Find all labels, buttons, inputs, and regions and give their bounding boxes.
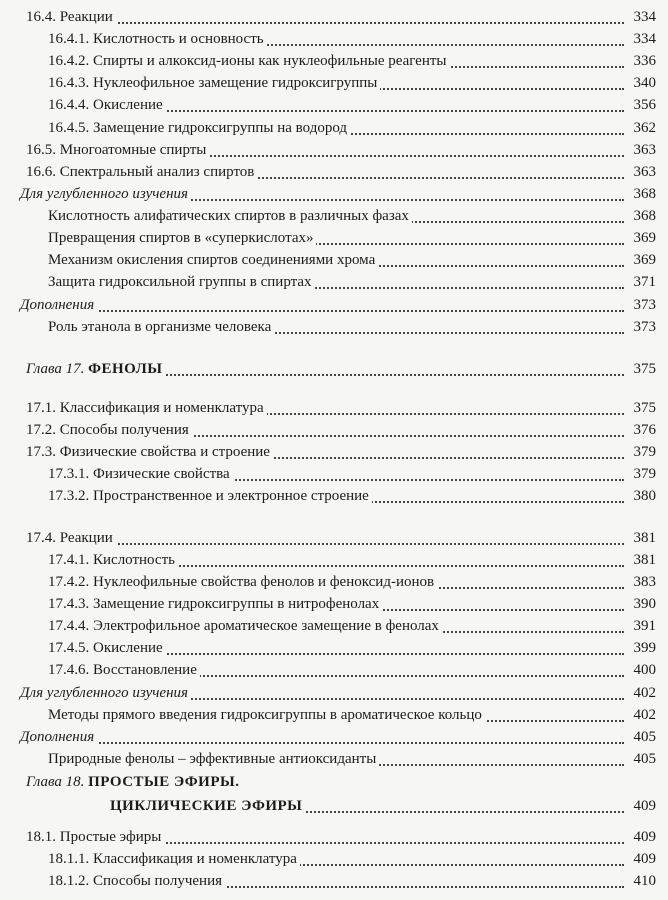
chapter-title: ФЕНОЛЫ [88,361,163,377]
toc-entry[interactable] [0,726,668,748]
toc-entry[interactable] [0,117,668,139]
toc-entry[interactable] [0,795,668,817]
toc-entry[interactable] [0,271,668,293]
page-number: 369 [624,249,656,271]
toc-entry[interactable] [0,72,668,94]
toc-entry[interactable] [0,419,668,441]
page-number: 363 [624,161,656,183]
toc-entry-title: 18.1.2. Способы получения [48,870,225,892]
toc-entry[interactable] [0,615,668,637]
toc-entry-title: 16.4.2. Спирты и алкоксид-ионы как нуклеофильные реагенты [48,50,450,72]
section-group-heading: Дополнения [20,294,97,316]
chapter-heading [110,795,305,817]
page-number: 381 [624,527,656,549]
toc-entry-title: Роль этанола в организме человека [48,316,274,338]
chapter-heading [26,358,166,380]
page-number: 402 [624,704,656,726]
toc-entry-title: 16.5. Многоатомные спирты [26,139,209,161]
toc-entry-title: Защита гидроксильной группы в спиртах [48,271,315,293]
toc-entry[interactable] [0,50,668,72]
toc-entry-title: 17.1. Классификация и номенклатура [26,397,267,419]
toc-entry-title: 17.4.6. Восстановление [48,659,200,681]
toc-entry-title: 17.4.5. Окисление [48,637,166,659]
toc-entry-title: Кислотность алифатических спиртов в различных фазах [48,205,412,227]
toc-entry-title: 17.4.4. Электрофильное ароматическое замещение в фенолах [48,615,442,637]
toc-entry-title: 16.4.1. Кислотность и основность [48,28,267,50]
toc-entry[interactable] [0,826,668,848]
toc-entry[interactable] [0,549,668,571]
chapter-number: Глава 18. [26,774,85,790]
page-number: 371 [624,271,656,293]
toc-entry-title: Методы прямого введения гидроксигруппы в ароматическое кольцо [48,704,485,726]
toc-entry[interactable] [0,748,668,770]
toc-entry-title: 17.2. Способы получения [26,419,192,441]
page-number: 409 [624,795,656,817]
page-number: 405 [624,726,656,748]
toc-entry-title: 17.4. Реакции [26,527,116,549]
toc-entry[interactable] [0,659,668,681]
toc-entry[interactable] [0,485,668,507]
section-group-heading: Для углубленного изучения [20,183,191,205]
toc-entry[interactable] [0,94,668,116]
toc-entry-title: 17.3.2. Пространственное и электронное строение [48,485,372,507]
toc-entry[interactable] [0,771,668,793]
toc-entry[interactable] [0,397,668,419]
toc-entry[interactable] [0,463,668,485]
page-number: 369 [624,227,656,249]
toc-entry-title: 16.4.4. Окисление [48,94,166,116]
page-number: 383 [624,571,656,593]
toc-entry[interactable] [0,527,668,549]
toc-entry[interactable] [0,571,668,593]
page-number: 356 [624,94,656,116]
page-number: 376 [624,419,656,441]
page-number: 375 [624,358,656,380]
page-number: 363 [624,139,656,161]
page-number: 373 [624,294,656,316]
page-number: 400 [624,659,656,681]
toc-entry-title: Механизм окисления спиртов соединениями хрома [48,249,378,271]
page-number: 405 [624,748,656,770]
chapter-title: ЦИКЛИЧЕСКИЕ ЭФИРЫ [110,798,303,814]
toc-entry[interactable] [0,593,668,615]
toc-entry[interactable] [0,249,668,271]
toc-entry-title: 16.6. Спектральный анализ спиртов [26,161,257,183]
toc-entry[interactable] [0,870,668,892]
page-number: 402 [624,682,656,704]
toc-entry[interactable] [0,161,668,183]
toc-entry-title: 16.4.3. Нуклеофильное замещение гидроксигруппы [48,72,380,94]
toc-entry-title: 18.1.1. Классификация и номенклатура [48,848,300,870]
toc-entry[interactable] [0,682,668,704]
toc-entry[interactable] [0,205,668,227]
page-number: 334 [624,6,656,28]
toc-entry-title: 18.1. Простые эфиры [26,826,164,848]
section-group-heading: Дополнения [20,726,97,748]
toc-entry-title: 16.4.5. Замещение гидроксигруппы на водород [48,117,350,139]
section-group-heading: Для углубленного изучения [20,682,191,704]
page-number: 380 [624,485,656,507]
toc-entry[interactable] [0,316,668,338]
page-number: 373 [624,316,656,338]
toc-entry[interactable] [0,441,668,463]
toc-entry-title: Природные фенолы – эффективные антиоксиданты [48,748,379,770]
dot-leader [20,742,624,744]
page-number: 390 [624,593,656,615]
chapter-title: ПРОСТЫЕ ЭФИРЫ. [88,774,240,790]
page-number: 379 [624,441,656,463]
page-number: 410 [624,870,656,892]
toc-entry-title: 17.4.1. Кислотность [48,549,178,571]
toc-entry[interactable] [0,704,668,726]
dot-leader [20,310,624,312]
toc-entry[interactable] [0,358,668,380]
toc-entry-title: Превращения спиртов в «суперкислотах» [48,227,316,249]
page-number: 368 [624,205,656,227]
page-number: 399 [624,637,656,659]
page-number: 379 [624,463,656,485]
chapter-number: Глава 17. [26,361,85,377]
toc-entry[interactable] [0,637,668,659]
toc-entry-title: 17.3. Физические свойства и строение [26,441,273,463]
toc-entry[interactable] [0,28,668,50]
page-number: 391 [624,615,656,637]
toc-entry-title: 16.4. Реакции [26,6,116,28]
chapter-heading [26,771,242,793]
toc-entry-title: 17.3.1. Физические свойства [48,463,233,485]
toc-entry[interactable] [0,294,668,316]
toc-entry-title: 17.4.2. Нуклеофильные свойства фенолов и феноксид-ионов [48,571,437,593]
page-number: 375 [624,397,656,419]
page-number: 340 [624,72,656,94]
page-number: 368 [624,183,656,205]
toc-entry-title: 17.4.3. Замещение гидроксигруппы в нитрофенолах [48,593,382,615]
page-number: 381 [624,549,656,571]
toc-entry[interactable] [0,183,668,205]
page-number: 362 [624,117,656,139]
page-number: 409 [624,848,656,870]
page-number: 336 [624,50,656,72]
page-number: 334 [624,28,656,50]
toc-entry[interactable] [0,139,668,161]
toc-entry[interactable] [0,848,668,870]
toc-entry[interactable] [0,6,668,28]
page-number: 409 [624,826,656,848]
toc-entry[interactable] [0,227,668,249]
